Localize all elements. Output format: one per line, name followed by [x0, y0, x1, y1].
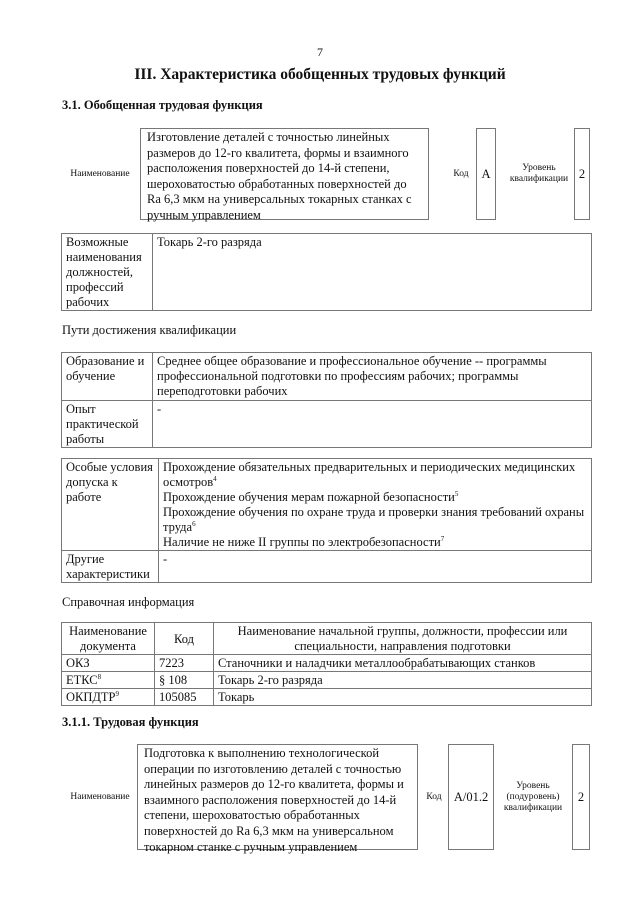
footnote-ref: 7 — [440, 534, 445, 543]
gtf-name-value: Изготовление деталей с точностью линейных размеров до 12-го квалитета, формы и взаимного расположения поверхностей до 14-й степени, шероховатостью обработанных поверхностей до Ra 6,3 мкм на универсальных токарных станках с ручным управлением — [140, 128, 429, 220]
positions-label: Возможные наименования должностей, профессий рабочих — [62, 234, 153, 311]
admission-item: Наличие не ниже II группы по электробезопасности$^7$ — [163, 534, 445, 549]
table-row — [62, 401, 592, 448]
section-title: III. Характеристика обобщенных трудовых функций — [134, 66, 506, 83]
admission-table — [61, 458, 592, 583]
reference-header-row — [62, 623, 592, 655]
reference-heading: Справочная информация — [62, 595, 195, 609]
gtf-level-label: Уровень квалификации — [509, 163, 569, 184]
other-characteristics-label: Другие характеристики — [62, 551, 159, 583]
reference-name: Станочники и наладчики металлообрабатывающих станков — [214, 655, 592, 672]
table-row — [62, 655, 592, 672]
gtf-code-value: А — [476, 128, 496, 220]
reference-doc: ОКПДТР$^9$ — [62, 689, 155, 706]
table-row — [62, 459, 592, 551]
tf-name-label: Наименование — [70, 791, 130, 802]
reference-doc: ОКЗ — [62, 655, 155, 672]
page-number: 7 — [317, 45, 323, 59]
experience-label: Опыт практической работы — [62, 401, 153, 448]
footnote-ref: 6 — [192, 519, 196, 528]
footnote-ref: 8 — [97, 672, 102, 681]
positions-row — [62, 234, 592, 311]
qualification-table — [61, 352, 592, 448]
gtf-code-label: Код — [453, 168, 469, 179]
table-row — [62, 672, 592, 689]
admission-item: Прохождение обязательных предварительных и периодических медицинских осмотров$^4$ — [163, 460, 576, 489]
reference-doc: ЕТКС$^8$ — [62, 672, 155, 689]
admission-label: Особые условия допуска к работе — [62, 459, 159, 551]
column-header-name: Наименование начальной группы, должности, профессии или специальности, направления подготовки — [214, 623, 592, 655]
qualification-paths-heading: Пути достижения квалификации — [62, 323, 237, 337]
tf-level-value: 2 — [572, 744, 590, 850]
other-characteristics-value: - — [159, 551, 592, 583]
footnote-ref: 4 — [213, 474, 217, 483]
table-row — [62, 353, 592, 401]
admission-item: Прохождение обучения по охране труда и проверки знания требований охраны труда$^6$ — [163, 505, 585, 534]
tf-name-value: Подготовка к выполнению технологической операции по изготовлению деталей с точностью линейных размеров до 12-го квалитета, формы и взаимного расположения поверхностей до 14-й степени, шероховатостью обработанных поверхностей до Ra 6,3 мкм на универсальном токарном станке с ручным управлением — [137, 744, 418, 850]
gtf-level-value: 2 — [574, 128, 590, 220]
column-header-code: Код — [155, 623, 214, 655]
experience-value: - — [153, 401, 592, 448]
tf-heading: 3.1.1. Трудовая функция — [62, 715, 199, 729]
tf-code-value: А/01.2 — [448, 744, 494, 850]
tf-code-label: Код — [426, 791, 442, 802]
subsection-title: 3.1. Обобщенная трудовая функция — [62, 98, 263, 112]
admission-items — [159, 459, 592, 551]
reference-table — [61, 622, 592, 706]
footnote-ref: 9 — [115, 689, 120, 698]
reference-code: § 108 — [155, 672, 214, 689]
reference-code: 7223 — [155, 655, 214, 672]
admission-item: Прохождение обучения мерам пожарной безопасности$^5$ — [163, 489, 459, 504]
tf-level-label: Уровень (подуровень) квалификации — [503, 780, 563, 813]
column-header-document: Наименование документа — [62, 623, 155, 655]
education-label: Образование и обучение — [62, 353, 153, 401]
reference-name: Токарь 2-го разряда — [214, 672, 592, 689]
positions-table — [61, 233, 592, 311]
gtf-name-label: Наименование — [70, 168, 130, 179]
reference-code: 105085 — [155, 689, 214, 706]
reference-name: Токарь — [214, 689, 592, 706]
positions-value: Токарь 2-го разряда — [153, 234, 592, 311]
education-value: Среднее общее образование и профессиональное обучение -- программы профессиональной подготовки по профессиям рабочих; программы переподготовки рабочих — [153, 353, 592, 401]
table-row — [62, 551, 592, 583]
table-row — [62, 689, 592, 706]
footnote-ref: 5 — [454, 489, 459, 498]
